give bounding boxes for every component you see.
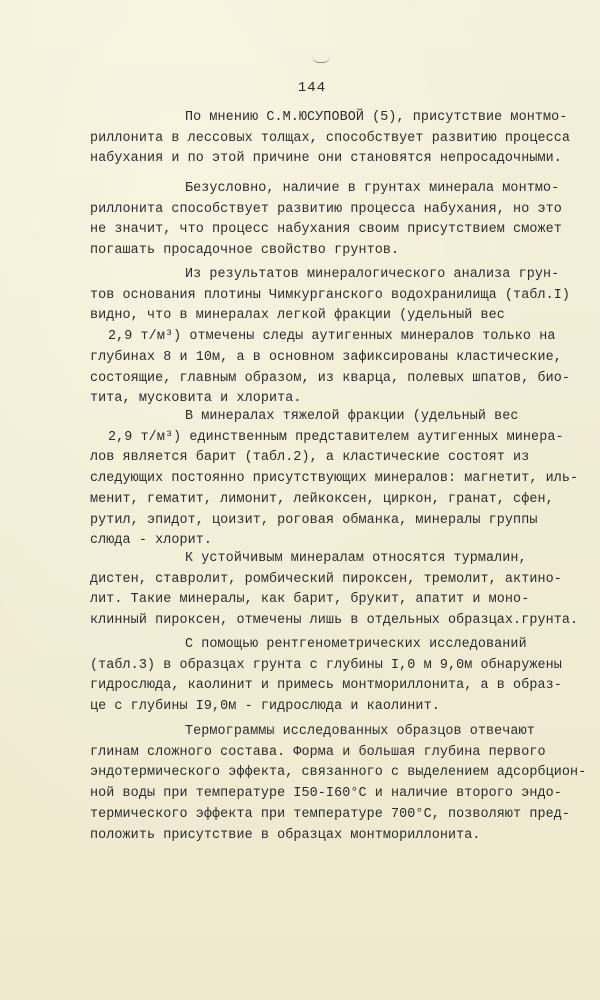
text-line: менит, гематит, лимонит, лейкоксен, циркон, гранат, сфен, — [90, 491, 554, 507]
text-line: (табл.3) в образцах грунта с глубины I,0 м 9,0м обнаружены — [90, 657, 562, 673]
text-line: риллонита в лессовых толщах, способствует развитию процесса — [90, 130, 571, 146]
text-line: слюда - хлорит. — [90, 533, 213, 549]
text-line: К устойчивым минералам относятся турмалин, — [185, 551, 527, 566]
text-line: состоящие, главным образом, из кварца, полевых шпатов, био- — [90, 370, 571, 386]
text-line: По мнению С.М.ЮСУПОВОЙ (5), присутствие монтмо- — [185, 110, 568, 125]
text-line: дистен, ставролит, ромбический пироксен, тремолит, актино- — [90, 571, 562, 587]
text-line: Безусловно, наличие в грунтах минерала монтмо- — [185, 181, 560, 196]
text-line: рутил, эпидот, цоизит, роговая обманка, минералы группы — [90, 512, 538, 528]
pencil-mark-icon — [312, 56, 330, 63]
text-line: термического эффекта при температуре 700°С, позволяют пред- — [90, 806, 571, 822]
text-line: це с глубины I9,0м - гидрослюда и каолинит. — [90, 699, 440, 715]
text-line: тита, мусковита и хлорита. — [90, 391, 302, 407]
text-line: ной воды при температуре I50-I60°С и наличие второго эндо- — [90, 786, 562, 802]
text-line: риллонита способствует развитию процесса набухания, но это — [90, 201, 562, 217]
text-line: глинам сложного состава. Форма и большая глубина первого — [90, 744, 546, 760]
text-line: видно, что в минералах легкой фракции (удельный вес — [90, 308, 505, 324]
text-line: клинный пироксен, отмечены лишь в отдельных образцах.грунта. — [90, 613, 579, 629]
text-line: глубинах 8 и 10м, а в основном зафиксированы кластические, — [90, 349, 562, 365]
text-line: следующих постоянно присутствующих минералов: магнетит, иль- — [90, 471, 579, 487]
text-line: эндотермического эффекта, связанного с выделением адсорбцион- — [90, 765, 587, 781]
text-line: лит. Такие минералы, как барит, брукит, апатит и моно- — [90, 592, 530, 608]
text-line: гидрослюда, каолинит и примесь монтмориллонита, а в образ- — [90, 678, 562, 694]
text-line: положить присутствие в образцах монтмориллонита. — [90, 827, 481, 843]
text-line: Термограммы исследованных образцов отвечают — [185, 724, 535, 739]
text-line: тов основания плотины Чимкурганского водохранилища (табл.I) — [90, 287, 571, 303]
text-line: В минералах тяжелой фракции (удельный вес — [185, 409, 519, 424]
text-line: Из результатов минералогического анализа грун- — [185, 267, 560, 282]
page-number: 144 — [297, 80, 327, 96]
text-line: погашать просадочное свойство грунтов. — [90, 243, 400, 259]
text-line: 2,9 т/м³) отмечены следы аутигенных минералов только на — [108, 329, 556, 345]
text-line: набухания и по этой причине они становятся непросадочными. — [90, 151, 562, 167]
text-line: С помощью рентгенометрических исследований — [185, 637, 527, 652]
text-line: лов является барит (табл.2), а кластические состоят из — [90, 450, 530, 466]
text-line: 2,9 т/м³) единственным представителем аутигенных минера- — [108, 429, 564, 445]
text-line: не значит, что процесс набухания своим присутствием сможет — [90, 222, 562, 238]
